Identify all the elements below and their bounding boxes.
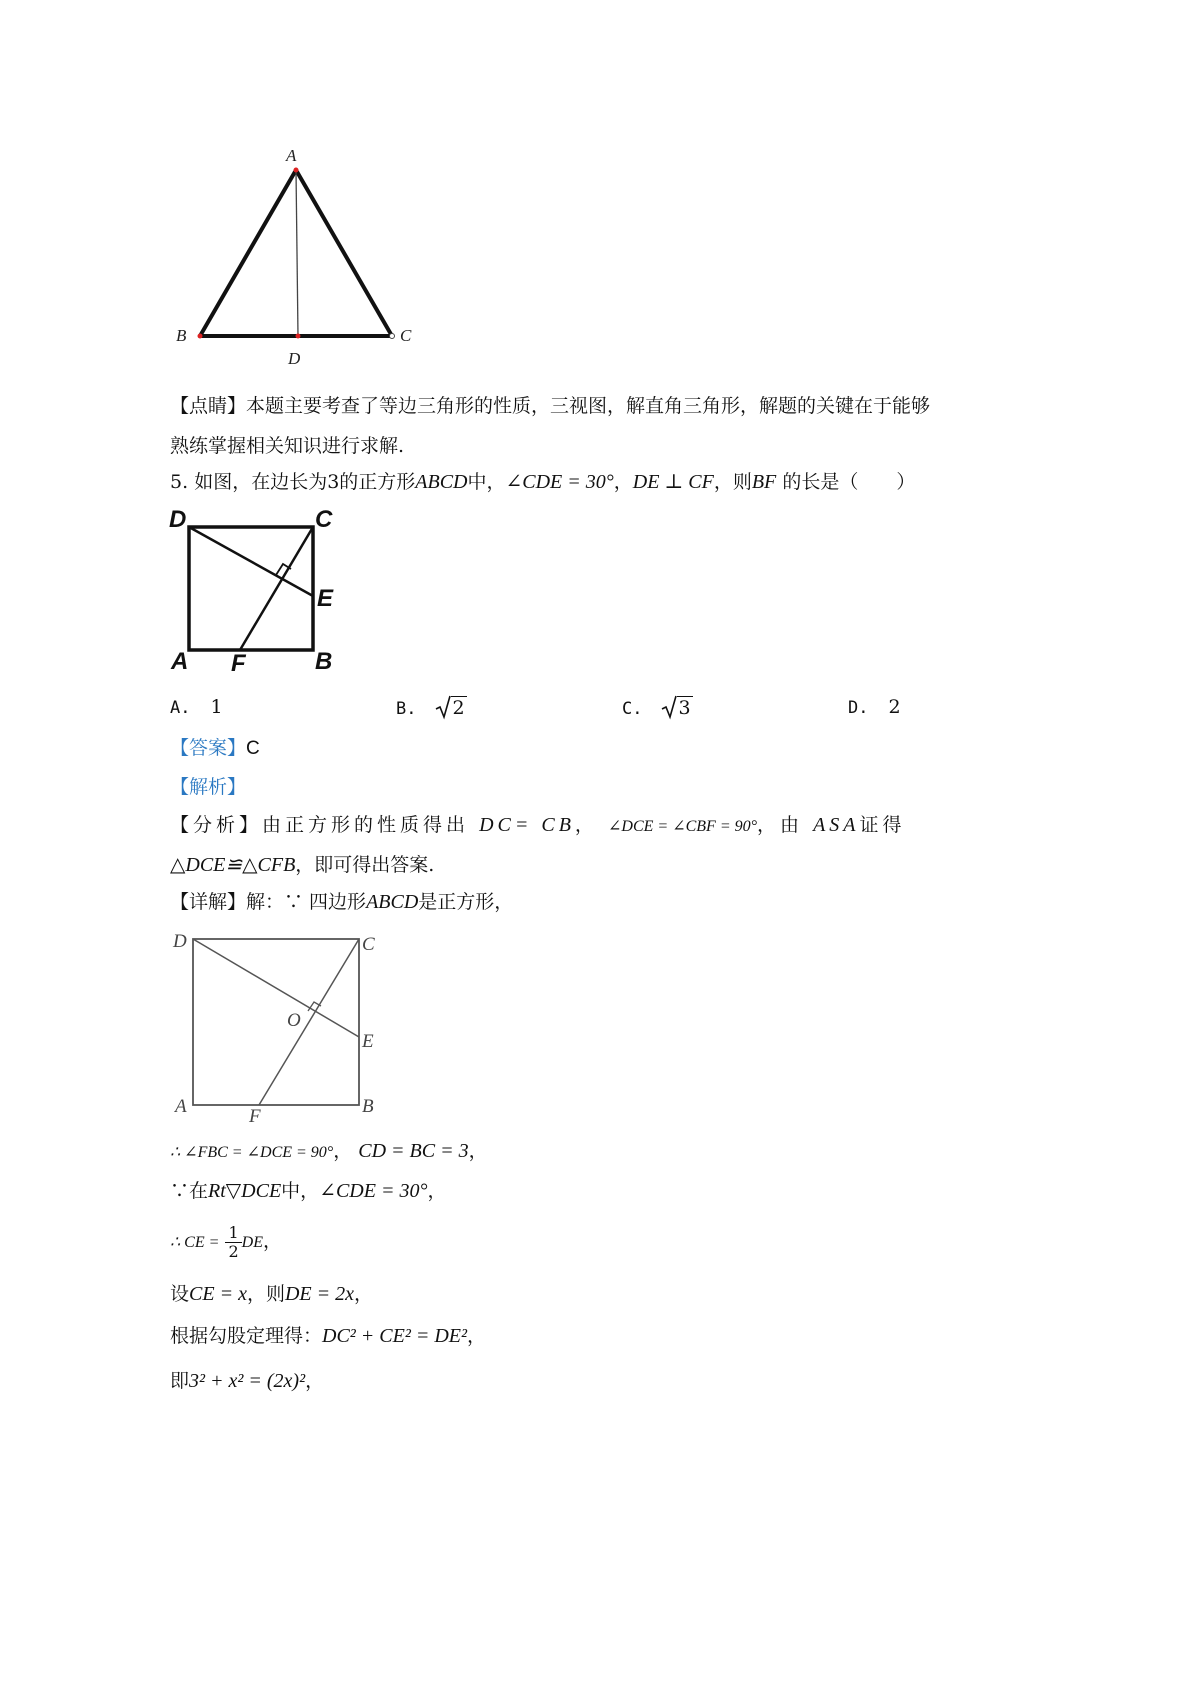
option-c-value: 3 <box>678 697 691 719</box>
xiangjie-line <box>170 889 513 915</box>
label-f: F <box>249 1106 261 1127</box>
step-1-equal: CD = BC = 3 <box>358 1140 469 1162</box>
label-d: D <box>169 506 187 533</box>
xiangjie-text-1: 解：∵ 四边形 <box>246 891 367 913</box>
step-6-text: 即 <box>170 1370 190 1392</box>
xiangjie-text-2: 是正方形， <box>418 891 514 913</box>
option-d-value: 2 <box>888 696 901 718</box>
step-3-de: DE <box>241 1234 263 1251</box>
fraction-denominator: 2 <box>228 1241 239 1261</box>
step-6-equation: 3² + x² = (2x)² <box>189 1370 306 1392</box>
option-d-letter: D. <box>848 698 869 718</box>
step-4-text-2: ，则 <box>246 1283 285 1305</box>
jiexi-tag: 【解析】 <box>170 776 247 798</box>
step-4-ce: CE = x <box>189 1283 247 1305</box>
option-a-value: 1 <box>210 696 223 718</box>
dianjing-line-2 <box>170 433 404 459</box>
option-a-letter: A. <box>170 698 191 718</box>
step-2-text-2: 中， <box>281 1180 320 1202</box>
step-5-end: ， <box>467 1325 487 1347</box>
perp-relation: DE ⊥ CF <box>632 471 714 493</box>
jiexi-line <box>170 774 246 800</box>
label-a: A <box>175 1096 187 1117</box>
xiangjie-tag: 【详解】 <box>170 891 247 913</box>
sqrt-icon <box>661 694 677 720</box>
step-3 <box>170 1218 282 1266</box>
step-2-triangle: Rt▽DCE <box>208 1180 282 1202</box>
step-3-end: ， <box>262 1230 282 1252</box>
step-5 <box>170 1323 486 1349</box>
question-number: 5. <box>170 471 189 493</box>
label-e: E <box>317 585 334 612</box>
fenxi-text-3: 证得 <box>859 814 906 836</box>
fenxi-text-1: 由正方形的性质得出 <box>262 814 470 836</box>
fraction-numerator: 1 <box>225 1224 241 1243</box>
step-4-de: DE = 2x <box>284 1283 355 1305</box>
step-4-end: ， <box>354 1283 374 1305</box>
fenxi-text-2: ，由 <box>757 814 804 836</box>
label-c: C <box>362 934 375 955</box>
step-4-text-1: 设 <box>170 1283 190 1305</box>
fraction-one-half <box>225 1224 241 1261</box>
question-sep: ， <box>613 471 633 493</box>
label-d: D <box>288 349 301 368</box>
segment-bf: BF <box>751 471 777 493</box>
option-b-sqrt <box>435 694 467 721</box>
dianjing-line-1 <box>170 393 930 419</box>
option-b-value: 2 <box>452 697 465 719</box>
option-a[interactable] <box>170 694 223 721</box>
label-a: A <box>286 146 297 165</box>
label-b: B <box>315 648 333 675</box>
label-b: B <box>176 326 187 345</box>
step-1-end: ， <box>468 1140 488 1162</box>
fenxi-congruence: △DCE≌△CFB <box>170 854 296 876</box>
option-b[interactable] <box>396 694 467 722</box>
option-c[interactable] <box>622 694 693 722</box>
square-figure-question <box>165 505 365 680</box>
dianjing-text-1: 本题主要考查了等边三角形的性质，三视图，解直角三角形，解题的关键在于能够 <box>246 395 931 417</box>
option-b-letter: B. <box>396 699 417 719</box>
answer-line <box>170 735 260 762</box>
angle-cde: ∠CDE = 30° <box>505 471 614 493</box>
question-5 <box>170 469 915 495</box>
dianjing-tag: 【点睛】 <box>170 395 247 417</box>
fenxi-angles: ∠DCE = ∠CBF = 90° <box>607 818 758 835</box>
label-c: C <box>315 506 333 533</box>
step-2-end: ， <box>427 1180 447 1202</box>
option-d[interactable] <box>848 694 901 721</box>
step-6 <box>170 1368 324 1394</box>
step-3-lhs: ∴ CE = <box>170 1234 220 1251</box>
label-b: B <box>362 1096 374 1117</box>
step-1-sep: ， <box>333 1140 353 1162</box>
answer-tag: 【答案】 <box>170 737 247 759</box>
step-5-pythagoras: DC² + CE² = DE² <box>322 1325 467 1347</box>
question-text-3: ，则 <box>713 471 752 493</box>
step-1-angles: ∴ ∠FBC = ∠DCE = 90° <box>170 1144 334 1161</box>
label-e: E <box>362 1031 374 1052</box>
step-1 <box>170 1138 488 1166</box>
fenxi-tag: 【分析】 <box>170 814 263 836</box>
label-o: O <box>287 1010 301 1031</box>
option-c-sqrt <box>661 694 693 721</box>
fenxi-line-2 <box>170 852 434 878</box>
question-text-1: 如图，在边长为3的正方形 <box>194 471 416 493</box>
label-f: F <box>231 650 246 677</box>
step-2-angle: ∠CDE = 30° <box>319 1180 428 1202</box>
dianjing-text-2: 熟练掌握相关知识进行求解. <box>170 435 405 457</box>
label-a: A <box>171 648 189 675</box>
option-c-letter: C. <box>622 699 643 719</box>
fenxi-asa: ASA <box>813 814 860 836</box>
label-c: C <box>400 326 412 345</box>
fenxi-text-4: ，即可得出答案. <box>295 854 435 876</box>
question-text-2: 中， <box>467 471 506 493</box>
fenxi-sep: ， <box>574 814 598 836</box>
answer-value: C <box>246 738 260 759</box>
question-text-4: 的长是（ ） <box>782 471 916 493</box>
step-4 <box>170 1281 373 1307</box>
fenxi-line-1 <box>170 812 906 840</box>
sqrt-icon <box>435 694 451 720</box>
step-2 <box>170 1178 446 1204</box>
step-5-text: 根据勾股定理得： <box>170 1325 323 1347</box>
square-name: ABCD <box>415 471 468 493</box>
xiangjie-abcd: ABCD <box>366 891 419 913</box>
fenxi-dc-cb: DC= CB <box>479 814 575 836</box>
step-2-text-1: ∵在 <box>170 1180 209 1202</box>
triangle-figure <box>170 145 460 375</box>
label-d: D <box>173 931 187 952</box>
step-6-end: ， <box>305 1370 325 1392</box>
square-figure-solution <box>165 925 395 1130</box>
